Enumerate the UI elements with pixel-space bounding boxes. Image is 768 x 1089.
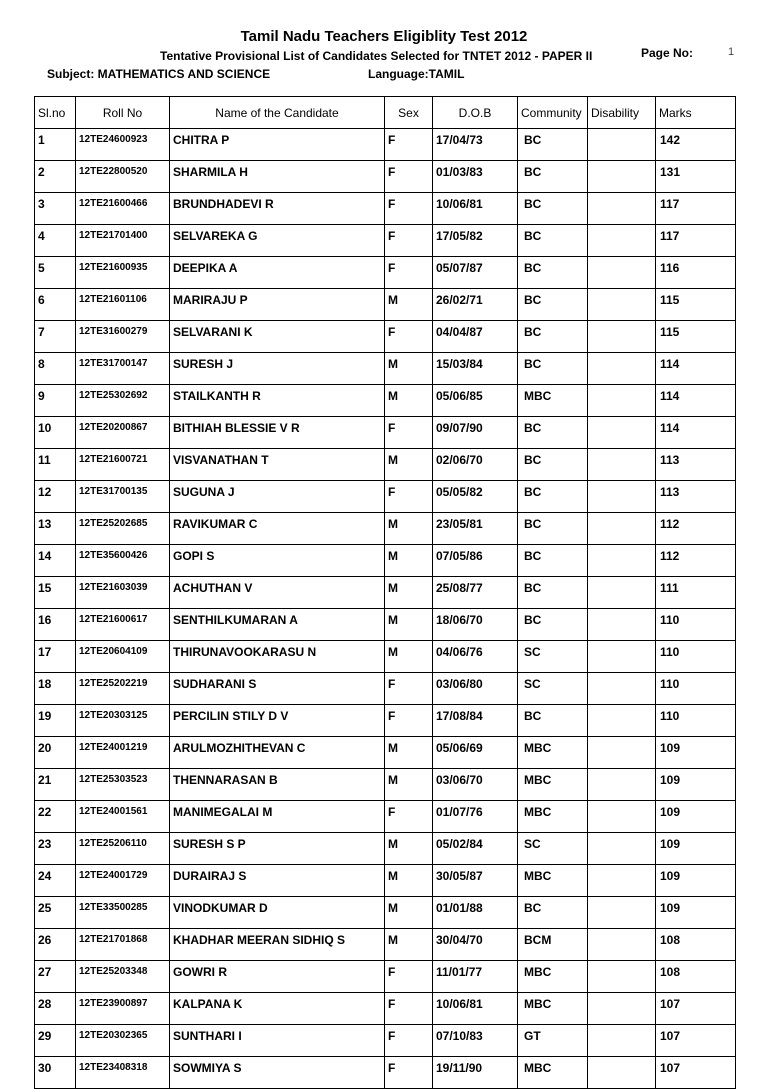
slno-cell: 11 — [35, 449, 76, 481]
disability-cell — [588, 609, 656, 641]
table-row — [35, 737, 736, 769]
community-cell: BC — [518, 513, 588, 545]
dob-cell: 17/04/73 — [433, 129, 518, 161]
marks-cell: 108 — [656, 961, 736, 993]
disability-cell — [588, 673, 656, 705]
rollno-cell: 12TE22800520 — [76, 161, 170, 193]
name-cell: DURAIRAJ S — [170, 865, 385, 897]
slno-cell: 10 — [35, 417, 76, 449]
dob-cell: 01/03/83 — [433, 161, 518, 193]
rollno-cell: 12TE31700135 — [76, 481, 170, 513]
community-cell: BC — [518, 897, 588, 929]
table-row — [35, 897, 736, 929]
community-cell: MBC — [518, 1057, 588, 1089]
disability-cell — [588, 481, 656, 513]
name-cell: SUDHARANI S — [170, 673, 385, 705]
sex-cell: F — [385, 129, 433, 161]
marks-cell: 110 — [656, 641, 736, 673]
table-row — [35, 961, 736, 993]
slno-cell: 2 — [35, 161, 76, 193]
disability-cell — [588, 545, 656, 577]
marks-cell: 110 — [656, 705, 736, 737]
name-cell: PERCILIN STILY D V — [170, 705, 385, 737]
sex-cell: M — [385, 609, 433, 641]
community-cell: MBC — [518, 961, 588, 993]
community-cell: MBC — [518, 737, 588, 769]
dob-cell: 18/06/70 — [433, 609, 518, 641]
name-cell: ACHUTHAN V — [170, 577, 385, 609]
rollno-cell: 12TE25202685 — [76, 513, 170, 545]
column-header-dob: D.O.B — [433, 97, 518, 129]
slno-cell: 13 — [35, 513, 76, 545]
dob-cell: 30/04/70 — [433, 929, 518, 961]
community-cell: BC — [518, 449, 588, 481]
name-cell: SELVAREKA G — [170, 225, 385, 257]
page-number-value: 1 — [728, 46, 735, 58]
slno-cell: 16 — [35, 609, 76, 641]
rollno-cell: 12TE25303523 — [76, 769, 170, 801]
table-row — [35, 353, 736, 385]
sex-cell: M — [385, 641, 433, 673]
table-header-row — [35, 97, 736, 129]
table-row — [35, 193, 736, 225]
slno-cell: 6 — [35, 289, 76, 321]
sex-cell: F — [385, 193, 433, 225]
dob-cell: 01/01/88 — [433, 897, 518, 929]
candidates-table — [34, 96, 736, 1089]
sex-cell: M — [385, 929, 433, 961]
slno-cell: 22 — [35, 801, 76, 833]
name-cell: VINODKUMAR D — [170, 897, 385, 929]
community-cell: BC — [518, 129, 588, 161]
sex-cell: M — [385, 513, 433, 545]
disability-cell — [588, 1057, 656, 1089]
marks-cell: 109 — [656, 801, 736, 833]
rollno-cell: 12TE21601106 — [76, 289, 170, 321]
community-cell: BC — [518, 417, 588, 449]
subject-label: Subject: MATHEMATICS AND SCIENCE — [47, 67, 271, 81]
table-row — [35, 1025, 736, 1057]
slno-cell: 26 — [35, 929, 76, 961]
slno-cell: 12 — [35, 481, 76, 513]
disability-cell — [588, 129, 656, 161]
marks-cell: 142 — [656, 129, 736, 161]
sex-cell: F — [385, 993, 433, 1025]
name-cell: CHITRA P — [170, 129, 385, 161]
table-row — [35, 929, 736, 961]
marks-cell: 109 — [656, 737, 736, 769]
dob-cell: 09/07/90 — [433, 417, 518, 449]
marks-cell: 111 — [656, 577, 736, 609]
name-cell: STAILKANTH R — [170, 385, 385, 417]
name-cell: GOWRI R — [170, 961, 385, 993]
community-cell: BCM — [518, 929, 588, 961]
disability-cell — [588, 641, 656, 673]
table-row — [35, 801, 736, 833]
disability-cell — [588, 737, 656, 769]
rollno-cell: 12TE35600426 — [76, 545, 170, 577]
dob-cell: 05/07/87 — [433, 257, 518, 289]
slno-cell: 3 — [35, 193, 76, 225]
column-header-disability: Disability — [588, 97, 656, 129]
column-header-community: Community — [518, 97, 588, 129]
disability-cell — [588, 801, 656, 833]
column-header-sex: Sex — [385, 97, 433, 129]
community-cell: BC — [518, 257, 588, 289]
marks-cell: 108 — [656, 929, 736, 961]
table-row — [35, 545, 736, 577]
rollno-cell: 12TE25206110 — [76, 833, 170, 865]
name-cell: ARULMOZHITHEVAN C — [170, 737, 385, 769]
sex-cell: F — [385, 321, 433, 353]
slno-cell: 21 — [35, 769, 76, 801]
table-row — [35, 225, 736, 257]
marks-cell: 113 — [656, 449, 736, 481]
rollno-cell: 12TE20604109 — [76, 641, 170, 673]
disability-cell — [588, 513, 656, 545]
name-cell: BRUNDHADEVI R — [170, 193, 385, 225]
name-cell: SUNTHARI I — [170, 1025, 385, 1057]
disability-cell — [588, 161, 656, 193]
community-cell: BC — [518, 481, 588, 513]
column-header-name: Name of the Candidate — [170, 97, 385, 129]
table-row — [35, 769, 736, 801]
sex-cell: F — [385, 481, 433, 513]
dob-cell: 02/06/70 — [433, 449, 518, 481]
dob-cell: 17/08/84 — [433, 705, 518, 737]
disability-cell — [588, 257, 656, 289]
name-cell: MANIMEGALAI M — [170, 801, 385, 833]
table-row — [35, 609, 736, 641]
community-cell: SC — [518, 833, 588, 865]
dob-cell: 01/07/76 — [433, 801, 518, 833]
sex-cell: M — [385, 833, 433, 865]
sex-cell: F — [385, 673, 433, 705]
table-row — [35, 417, 736, 449]
rollno-cell: 12TE21600935 — [76, 257, 170, 289]
dob-cell: 07/05/86 — [433, 545, 518, 577]
name-cell: SOWMIYA S — [170, 1057, 385, 1089]
name-cell: VISVANATHAN T — [170, 449, 385, 481]
disability-cell — [588, 929, 656, 961]
rollno-cell: 12TE21600721 — [76, 449, 170, 481]
community-cell: BC — [518, 705, 588, 737]
community-cell: SC — [518, 641, 588, 673]
dob-cell: 03/06/80 — [433, 673, 518, 705]
dob-cell: 10/06/81 — [433, 193, 518, 225]
name-cell: BITHIAH BLESSIE V R — [170, 417, 385, 449]
marks-cell: 107 — [656, 1057, 736, 1089]
marks-cell: 109 — [656, 865, 736, 897]
marks-cell: 114 — [656, 353, 736, 385]
community-cell: SC — [518, 673, 588, 705]
table-row — [35, 481, 736, 513]
name-cell: SURESH S P — [170, 833, 385, 865]
community-cell: BC — [518, 161, 588, 193]
rollno-cell: 12TE24001219 — [76, 737, 170, 769]
marks-cell: 109 — [656, 897, 736, 929]
slno-cell: 1 — [35, 129, 76, 161]
rollno-cell: 12TE20303125 — [76, 705, 170, 737]
rollno-cell: 12TE21701400 — [76, 225, 170, 257]
disability-cell — [588, 897, 656, 929]
disability-cell — [588, 705, 656, 737]
rollno-cell: 12TE31700147 — [76, 353, 170, 385]
dob-cell: 23/05/81 — [433, 513, 518, 545]
disability-cell — [588, 449, 656, 481]
sex-cell: M — [385, 769, 433, 801]
name-cell: MARIRAJU P — [170, 289, 385, 321]
dob-cell: 15/03/84 — [433, 353, 518, 385]
sex-cell: F — [385, 801, 433, 833]
marks-cell: 112 — [656, 513, 736, 545]
slno-cell: 14 — [35, 545, 76, 577]
disability-cell — [588, 833, 656, 865]
community-cell: MBC — [518, 385, 588, 417]
table-row — [35, 833, 736, 865]
sex-cell: M — [385, 865, 433, 897]
table-row — [35, 993, 736, 1025]
disability-cell — [588, 289, 656, 321]
community-cell: BC — [518, 193, 588, 225]
rollno-cell: 12TE24001729 — [76, 865, 170, 897]
name-cell: GOPI S — [170, 545, 385, 577]
dob-cell: 04/04/87 — [433, 321, 518, 353]
name-cell: RAVIKUMAR C — [170, 513, 385, 545]
sex-cell: F — [385, 257, 433, 289]
marks-cell: 114 — [656, 417, 736, 449]
marks-cell: 109 — [656, 769, 736, 801]
slno-cell: 7 — [35, 321, 76, 353]
community-cell: MBC — [518, 801, 588, 833]
sex-cell: F — [385, 1057, 433, 1089]
disability-cell — [588, 865, 656, 897]
disability-cell — [588, 193, 656, 225]
name-cell: THENNARASAN B — [170, 769, 385, 801]
name-cell: SELVARANI K — [170, 321, 385, 353]
community-cell: MBC — [518, 865, 588, 897]
name-cell: SHARMILA H — [170, 161, 385, 193]
dob-cell: 05/05/82 — [433, 481, 518, 513]
community-cell: BC — [518, 609, 588, 641]
dob-cell: 05/06/69 — [433, 737, 518, 769]
disability-cell — [588, 577, 656, 609]
rollno-cell: 12TE33500285 — [76, 897, 170, 929]
slno-cell: 23 — [35, 833, 76, 865]
table-row — [35, 641, 736, 673]
rollno-cell: 12TE31600279 — [76, 321, 170, 353]
dob-cell: 19/11/90 — [433, 1057, 518, 1089]
marks-cell: 109 — [656, 833, 736, 865]
rollno-cell: 12TE25203348 — [76, 961, 170, 993]
sex-cell: M — [385, 353, 433, 385]
marks-cell: 131 — [656, 161, 736, 193]
slno-cell: 27 — [35, 961, 76, 993]
disability-cell — [588, 961, 656, 993]
slno-cell: 30 — [35, 1057, 76, 1089]
rollno-cell: 12TE25202219 — [76, 673, 170, 705]
name-cell: DEEPIKA A — [170, 257, 385, 289]
marks-cell: 113 — [656, 481, 736, 513]
sex-cell: M — [385, 289, 433, 321]
rollno-cell: 12TE21603039 — [76, 577, 170, 609]
dob-cell: 03/06/70 — [433, 769, 518, 801]
community-cell: BC — [518, 353, 588, 385]
sex-cell: F — [385, 961, 433, 993]
rollno-cell: 12TE25302692 — [76, 385, 170, 417]
rollno-cell: 12TE20302365 — [76, 1025, 170, 1057]
table-row — [35, 385, 736, 417]
slno-cell: 28 — [35, 993, 76, 1025]
dob-cell: 05/02/84 — [433, 833, 518, 865]
language-label: Language:TAMIL — [368, 67, 465, 81]
table-row — [35, 513, 736, 545]
column-header-marks: Marks — [656, 97, 736, 129]
table-row — [35, 129, 736, 161]
name-cell: SUGUNA J — [170, 481, 385, 513]
dob-cell: 17/05/82 — [433, 225, 518, 257]
slno-cell: 4 — [35, 225, 76, 257]
dob-cell: 11/01/77 — [433, 961, 518, 993]
table-row — [35, 161, 736, 193]
dob-cell: 04/06/76 — [433, 641, 518, 673]
marks-cell: 115 — [656, 289, 736, 321]
table-row — [35, 289, 736, 321]
community-cell: BC — [518, 225, 588, 257]
sex-cell: M — [385, 897, 433, 929]
dob-cell: 05/06/85 — [433, 385, 518, 417]
marks-cell: 112 — [656, 545, 736, 577]
community-cell: BC — [518, 577, 588, 609]
slno-cell: 9 — [35, 385, 76, 417]
sex-cell: M — [385, 737, 433, 769]
rollno-cell: 12TE21701868 — [76, 929, 170, 961]
slno-cell: 24 — [35, 865, 76, 897]
rollno-cell: 12TE24600923 — [76, 129, 170, 161]
slno-cell: 20 — [35, 737, 76, 769]
disability-cell — [588, 1025, 656, 1057]
marks-cell: 115 — [656, 321, 736, 353]
disability-cell — [588, 769, 656, 801]
disability-cell — [588, 321, 656, 353]
sex-cell: F — [385, 1025, 433, 1057]
rollno-cell: 12TE23408318 — [76, 1057, 170, 1089]
rollno-cell: 12TE24001561 — [76, 801, 170, 833]
community-cell: BC — [518, 545, 588, 577]
table-row — [35, 673, 736, 705]
marks-cell: 110 — [656, 673, 736, 705]
document-title: Tamil Nadu Teachers Eligiblity Test 2012 — [240, 28, 528, 45]
sex-cell: M — [385, 385, 433, 417]
dob-cell: 10/06/81 — [433, 993, 518, 1025]
sex-cell: M — [385, 449, 433, 481]
disability-cell — [588, 385, 656, 417]
marks-cell: 114 — [656, 385, 736, 417]
disability-cell — [588, 993, 656, 1025]
name-cell: KALPANA K — [170, 993, 385, 1025]
dob-cell: 25/08/77 — [433, 577, 518, 609]
table-row — [35, 321, 736, 353]
name-cell: SURESH J — [170, 353, 385, 385]
rollno-cell: 12TE23900897 — [76, 993, 170, 1025]
column-header-slno: Sl.no — [35, 97, 76, 129]
dob-cell: 26/02/71 — [433, 289, 518, 321]
name-cell: THIRUNAVOOKARASU N — [170, 641, 385, 673]
slno-cell: 8 — [35, 353, 76, 385]
slno-cell: 25 — [35, 897, 76, 929]
marks-cell: 117 — [656, 193, 736, 225]
marks-cell: 110 — [656, 609, 736, 641]
marks-cell: 107 — [656, 1025, 736, 1057]
dob-cell: 07/10/83 — [433, 1025, 518, 1057]
sex-cell: F — [385, 225, 433, 257]
disability-cell — [588, 417, 656, 449]
disability-cell — [588, 353, 656, 385]
slno-cell: 29 — [35, 1025, 76, 1057]
document-subtitle: Tentative Provisional List of Candidates Selected for TNTET 2012 - PAPER II — [160, 49, 593, 63]
name-cell: SENTHILKUMARAN A — [170, 609, 385, 641]
table-row — [35, 577, 736, 609]
dob-cell: 30/05/87 — [433, 865, 518, 897]
sex-cell: M — [385, 577, 433, 609]
slno-cell: 19 — [35, 705, 76, 737]
disability-cell — [588, 225, 656, 257]
marks-cell: 107 — [656, 993, 736, 1025]
rollno-cell: 12TE21600466 — [76, 193, 170, 225]
table-row — [35, 705, 736, 737]
community-cell: GT — [518, 1025, 588, 1057]
page-number-label: Page No: — [641, 46, 694, 60]
community-cell: MBC — [518, 769, 588, 801]
name-cell: KHADHAR MEERAN SIDHIQ S — [170, 929, 385, 961]
sex-cell: F — [385, 705, 433, 737]
slno-cell: 5 — [35, 257, 76, 289]
community-cell: BC — [518, 321, 588, 353]
slno-cell: 17 — [35, 641, 76, 673]
table-row — [35, 1057, 736, 1089]
slno-cell: 18 — [35, 673, 76, 705]
sex-cell: F — [385, 161, 433, 193]
rollno-cell: 12TE21600617 — [76, 609, 170, 641]
slno-cell: 15 — [35, 577, 76, 609]
community-cell: MBC — [518, 993, 588, 1025]
marks-cell: 116 — [656, 257, 736, 289]
rollno-cell: 12TE20200867 — [76, 417, 170, 449]
table-row — [35, 449, 736, 481]
marks-cell: 117 — [656, 225, 736, 257]
community-cell: BC — [518, 289, 588, 321]
column-header-rollno: Roll No — [76, 97, 170, 129]
table-row — [35, 865, 736, 897]
sex-cell: F — [385, 417, 433, 449]
table-row — [35, 257, 736, 289]
sex-cell: M — [385, 545, 433, 577]
